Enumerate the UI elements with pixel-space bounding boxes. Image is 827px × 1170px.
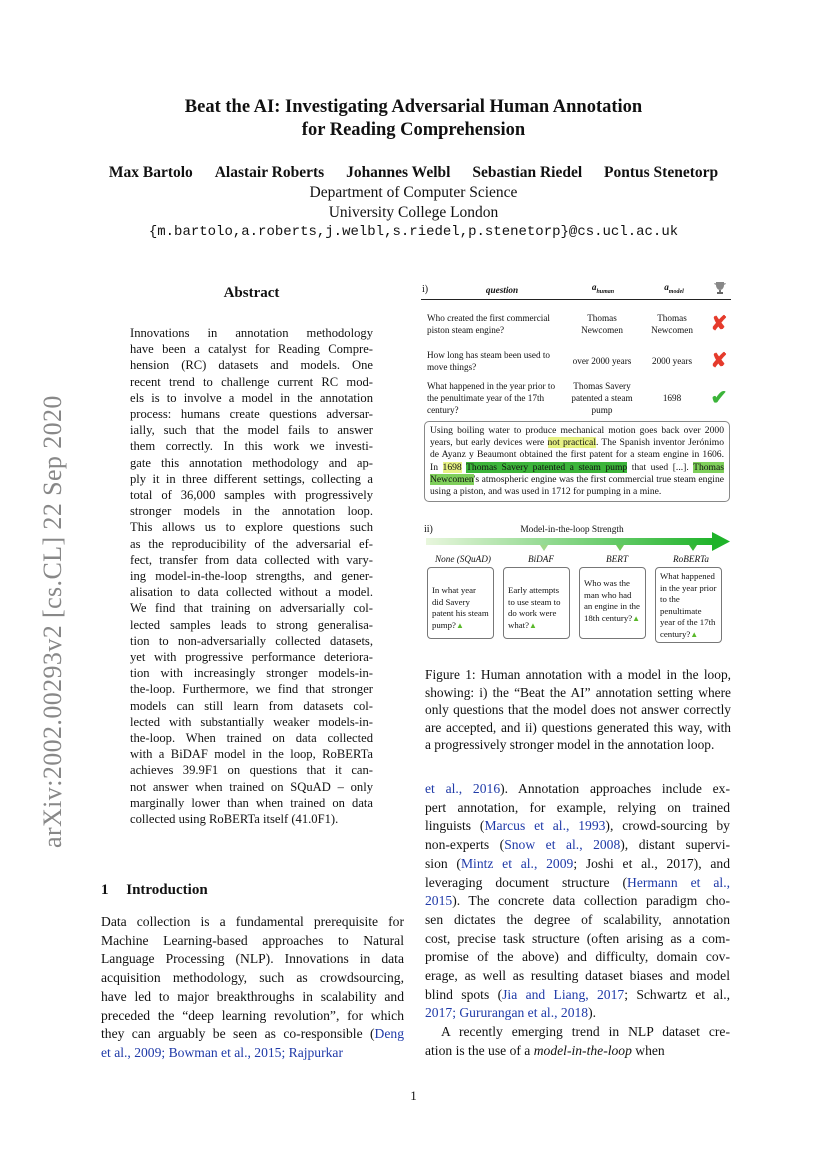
text-line: A recently emerging trend in NLP dataset cre- <box>441 1024 730 1040</box>
highlight-newcomen: Thomas Newcomen <box>430 461 724 485</box>
text-line: not answer when trained on SQuAD – only <box>130 779 373 794</box>
paper-title <box>100 96 727 142</box>
qa-rows <box>421 304 731 418</box>
citation-link[interactable]: Deng <box>374 1026 404 1042</box>
part-ii-label: ii) <box>424 524 433 535</box>
question-card-bidaf <box>503 567 570 639</box>
text-line: lected with substantially weaker models-in- <box>130 714 373 729</box>
text-line: sion (Mintz et al., 2009; Joshi et al., 2017), and <box>425 855 730 871</box>
a-human-sub: human <box>596 288 615 295</box>
text-line: ially, such that the model fails to answer <box>130 423 373 438</box>
triangle-icon: ▲ <box>529 620 537 630</box>
text-line: preceded the “deep learning revolution”, for which <box>101 1007 404 1023</box>
model-label-bert: BERT <box>606 554 628 564</box>
text-line: they can arguably be seen as co-responsible (Deng <box>101 1026 404 1042</box>
text-line: pert annotation, for example, relying on trained <box>425 799 730 815</box>
title-line-2: for Reading Comprehension <box>301 120 526 140</box>
author: Pontus Stenetorp <box>604 164 719 181</box>
citation-link[interactable]: Marcus et al., 1993 <box>484 818 606 834</box>
col-header-a-model <box>639 280 709 300</box>
text-line: linguists (Marcus et al., 1993), crowd-sourcing by <box>425 818 730 834</box>
text-line: promise of the above) and difficulty, domain cov- <box>425 949 730 965</box>
text-line: leveraging document structure (Hermann et al., <box>425 874 730 890</box>
text-line: blind spots (Jia and Liang, 2017; Schwartz et al., <box>425 986 731 1002</box>
text-line: acquisition methodology, such as crowdsourcing, <box>101 970 404 986</box>
question-card-roberta <box>655 567 722 643</box>
author-list <box>60 164 767 182</box>
text-line: cost, precise task structure (often arising as a com- <box>425 930 730 946</box>
abstract-body <box>130 325 373 827</box>
figure-caption <box>425 666 731 754</box>
qa-row <box>421 304 731 344</box>
text-line: tion with increasingly stronger models-in- <box>130 666 373 681</box>
qa-row <box>421 378 731 418</box>
citation-link[interactable]: Mintz et al., 2009 <box>460 855 574 871</box>
text-line: ing model-in-the-loop strengths, and gener- <box>130 569 373 584</box>
text-line: ply it in three different settings, collecting a <box>130 471 373 486</box>
text-line: total of 36,000 samples with progressively <box>130 488 373 503</box>
qa-question: Who created the first commercial piston steam engine? <box>427 313 550 335</box>
text-line: have led to major breakthroughs in scalability and <box>101 988 404 1004</box>
text-line: only questions that the model does not answer correctly <box>425 702 731 717</box>
citation-link[interactable]: et al., 2016 <box>425 781 501 796</box>
qa-model-answer: 2000 years <box>651 356 693 366</box>
text-line: with a BiDAF model in the loop, RoBERTa <box>130 747 373 762</box>
question-card-bert <box>579 567 646 639</box>
affiliation-univ: University College London <box>328 204 499 221</box>
text-line: We find that training on adversarially col- <box>130 601 373 616</box>
text-line: fect, transfer from data collected with vary- <box>130 552 373 567</box>
highlight-1698: 1698 <box>442 461 462 473</box>
text-line: Figure 1: Human annotation with a model in the loop, <box>425 667 731 682</box>
text-line: marginally lower than when trained on data <box>130 795 373 810</box>
right-column-body <box>425 780 730 1061</box>
context-text: that used [...]. <box>627 461 694 473</box>
text-line: alisation to data collected without a model. <box>130 585 373 600</box>
citation-link[interactable]: et al., 2009; Bowman et al., 2015; Rajpurkar <box>101 1044 343 1060</box>
qa-row <box>421 346 731 376</box>
triangle-icon: ▲ <box>632 613 641 623</box>
text-line: Data collection is a fundamental prerequisite for <box>101 914 404 929</box>
text-line: showing: i) the “Beat the AI” annotation setting where <box>425 684 731 700</box>
intro-body <box>101 913 404 1063</box>
text-line: as the reproducibility of the adversarial ef- <box>130 536 373 551</box>
text-line: have been a catalyst for Reading Compre- <box>130 342 373 357</box>
cross-icon: ✘ <box>710 350 728 372</box>
author: Alastair Roberts <box>214 164 325 181</box>
a-human-symbol: a <box>591 282 597 293</box>
text-line: hension (RC) datasets and models. One <box>130 358 373 373</box>
text-line: erage, as well as resulting dataset biases and model <box>425 968 730 984</box>
citation-link[interactable]: Snow et al., 2008 <box>504 837 621 853</box>
model-label-bidaf: BiDAF <box>527 554 555 564</box>
text-line: models can still learn from datasets col- <box>130 698 373 713</box>
triangle-icon: ▲ <box>455 620 464 630</box>
context-text: 's atmospheric engine was the first commercial true steam engine using a piston, and was used in 1712 for pumping in a mine. <box>430 473 724 498</box>
text-line: 2015). The concrete data collection paradigm cho- <box>425 893 730 909</box>
text-line: are accepted, and ii) questions generated this way, with <box>425 719 731 735</box>
text-line: This allows us to explore questions such <box>130 520 373 535</box>
text-line: process: humans create questions adversar- <box>130 407 373 422</box>
a-model-sub: model <box>668 288 684 295</box>
context-text: Using boiling water to produce mechanical motion goes back over 2000 years, but early devices were <box>430 425 724 449</box>
strength-label: Model-in-the-loop Strength <box>520 525 624 535</box>
card-text: Early attempts to use steam to do work were what? <box>508 585 561 630</box>
card-text: In what year did Savery patent his steam pump? <box>432 585 489 630</box>
text-line: ation is the use of a model-in-the-loop when <box>425 1042 665 1058</box>
section-title: Introduction <box>126 882 208 898</box>
text-line: the-loop. When trained on data collected <box>130 731 373 746</box>
col-header-question: question <box>485 284 519 295</box>
arxiv-stamp-text: arXiv:2002.00293v2 [cs.CL] 22 Sep 2020 <box>38 395 67 848</box>
cross-icon: ✘ <box>710 313 728 335</box>
model-label-none: None (SQuAD) <box>435 554 491 564</box>
text-line: recent trend to challenge current RC mod- <box>130 374 373 389</box>
qa-model-answer: Thomas Newcomen <box>651 313 693 335</box>
part-i-label: i) <box>422 283 429 295</box>
model-label-roberta: RoBERTa <box>673 554 709 564</box>
card-text: What happened in the year prior to the penultimate year of the 17th century? <box>660 571 717 639</box>
qa-human-answer: over 2000 years <box>572 356 632 366</box>
a-model-symbol: a <box>664 282 669 293</box>
author: Johannes Welbl <box>346 164 451 181</box>
text-line: Language Processing (NLP). Innovations in data <box>101 951 404 967</box>
text-line: collected using RoBERTa itself (41.0F1). <box>130 812 339 827</box>
text-line: sen dictates the degree of scalability, annotation <box>425 911 730 927</box>
text-line <box>101 1044 404 1063</box>
text-line: yet with progressive performance deteriora- <box>130 650 373 665</box>
citation-link[interactable]: Hermann et al., <box>627 874 730 890</box>
qa-question: How long has steam been used to move things? <box>427 350 550 372</box>
context-passage <box>424 421 730 502</box>
text-line: gate this annotation methodology and ap- <box>130 455 373 470</box>
text-line: Machine Learning-based approaches to Natural <box>101 932 404 948</box>
highlight-savery-patent: Thomas Savery patented a steam pump <box>466 461 628 473</box>
text-line: them correctly. In this work we investi- <box>130 439 373 454</box>
section-number: 1 <box>101 882 109 898</box>
text-line: tion to non-adversarially collected datasets, <box>130 633 373 648</box>
author-emails: {m.bartolo,a.roberts,j.welbl,s.riedel,p.stenetorp}@cs.ucl.ac.uk <box>148 224 679 240</box>
citation-link[interactable]: 2015 <box>425 893 453 909</box>
page-number: 1 <box>410 1088 417 1103</box>
check-icon: ✔ <box>710 387 728 409</box>
citation-link[interactable]: 2017; Gururangan et al., 2018 <box>425 1005 589 1021</box>
question-card-none <box>427 567 494 639</box>
section-heading-introduction <box>101 882 208 899</box>
text-line: lected samples leads to strong generalisa- <box>130 617 373 632</box>
qa-model-answer: 1698 <box>662 393 682 403</box>
qa-question: What happened in the year prior to the penultimate year of the 17th century? <box>427 381 556 415</box>
affiliation-dept: Department of Computer Science <box>309 184 518 201</box>
text-line: a progressively stronger model in the annotation loop. <box>425 737 715 752</box>
abstract-heading: Abstract <box>223 285 280 301</box>
text-line: 2017; Gururangan et al., 2018). <box>425 1005 597 1021</box>
highlight-not-practical: not practical <box>547 437 596 449</box>
author: Sebastian Riedel <box>472 164 583 181</box>
text-line: els is to involve a model in the annotation <box>130 390 373 405</box>
text-line: stronger models in the annotation loop. <box>130 504 373 519</box>
arxiv-stamp <box>8 378 68 848</box>
text-line: non-experts (Snow et al., 2008), distant supervi- <box>425 837 730 853</box>
text-line: achieves 39.9F1 on questions that it can- <box>130 763 373 778</box>
title-line-1: Beat the AI: Investigating Adversarial Human Annotation <box>184 97 643 117</box>
card-text: Who was the man who had an engine in the 18th century? <box>584 578 640 623</box>
author: Max Bartolo <box>108 164 193 181</box>
qa-table <box>421 280 731 300</box>
qa-human-answer: Thomas Savery patented a steam pump <box>571 381 633 415</box>
text-line: Innovations in annotation methodology <box>130 326 373 340</box>
strength-arrow <box>424 532 734 554</box>
trophy-icon <box>709 280 731 300</box>
col-header-a-human <box>567 280 639 300</box>
text-line: the-loop. Furthermore, we find that stronger <box>130 682 373 697</box>
citation-link[interactable]: Jia and Liang, 2017 <box>502 986 625 1002</box>
qa-human-answer: Thomas Newcomen <box>581 313 623 335</box>
context-text: . The Spanish inventor Jerónimo de Ayanz y Beaumont obtained the first patent for a steam engine in 1606. In <box>430 437 724 473</box>
triangle-icon: ▲ <box>690 629 699 639</box>
text-line: et al., 2016). Annotation approaches include ex- <box>425 781 730 796</box>
